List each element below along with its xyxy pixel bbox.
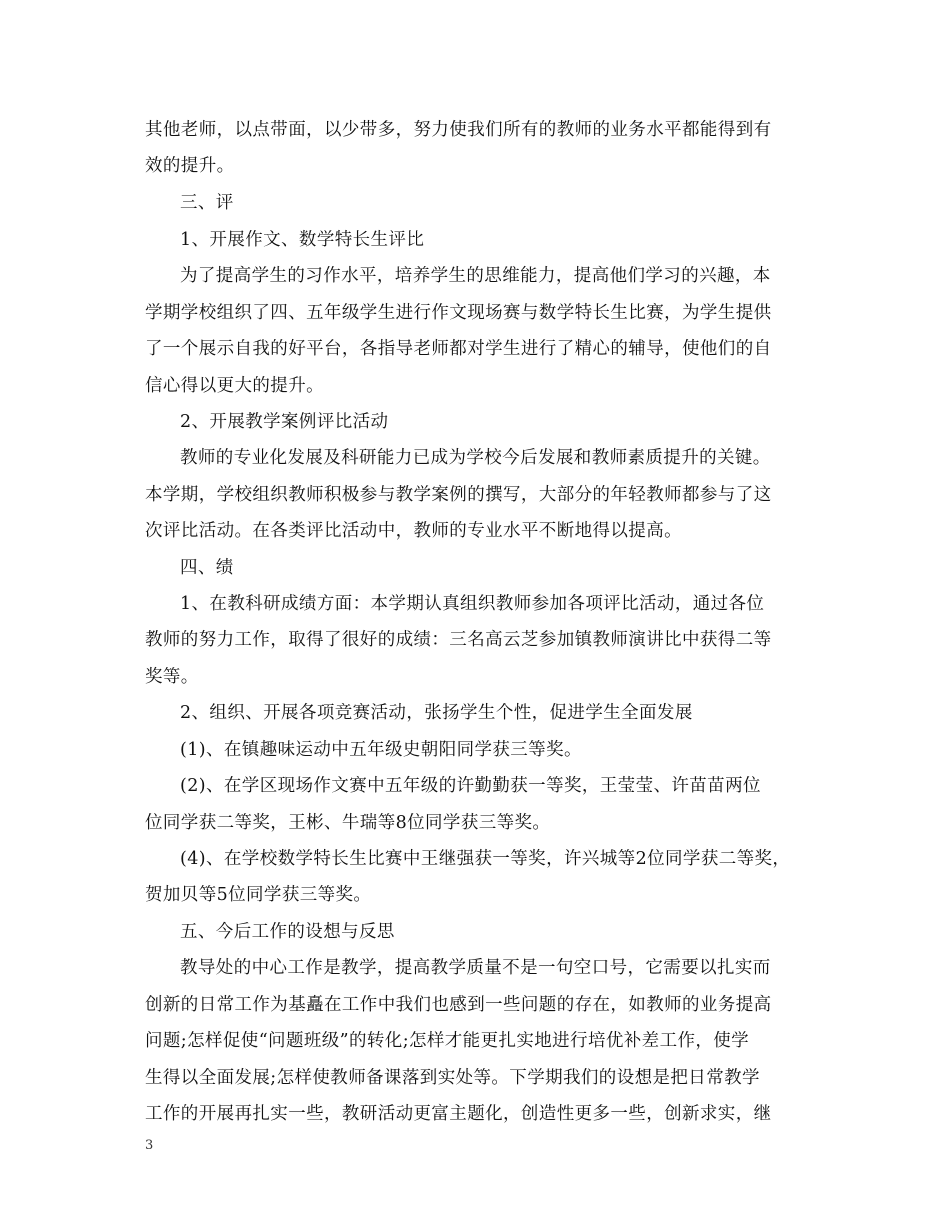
body-text-line: 信心得以更大的提升。: [145, 376, 324, 396]
page-number: 3: [145, 1138, 154, 1153]
subsection-heading: 2、组织、开展各项竞赛活动，张扬学生个性，促进学生全面发展: [180, 703, 693, 723]
body-text-line: 1、在教科研成绩方面：本学期认真组织教师参加各项评比活动，通过各位: [180, 594, 765, 614]
body-text-line: 创新的日常工作为基矗在工作中我们也感到一些问题的存在，如教师的业务提高: [145, 995, 772, 1015]
subsection-heading: 1、开展作文、数学特长生评比: [180, 230, 425, 250]
subsection-heading: 2、开展教学案例评比活动: [180, 412, 389, 432]
body-text-line: 为了提高学生的习作水平，培养学生的思维能力，提高他们学习的兴趣，本: [180, 266, 771, 286]
body-text-line: 了一个展示自我的好平台，各指导老师都对学生进行了精心的辅导，使他们的自: [145, 339, 772, 359]
body-text-line: 奖等。: [145, 667, 199, 687]
body-text-line: 次评比活动。在各类评比活动中，教师的专业水平不断地得以提高。: [145, 521, 682, 541]
body-text-line: 教师的专业化发展及科研能力已成为学校今后发展和教师素质提升的关键。: [180, 448, 771, 468]
list-item: (2)、在学区现场作文赛中五年级的许勤勤获一等奖，王莹莹、许苗苗两位: [180, 776, 761, 796]
section-heading: 四、绩: [180, 558, 234, 578]
body-text-line: 效的提升。: [145, 156, 235, 176]
section-heading: 三、评: [180, 193, 234, 213]
body-text-line: 位同学获二等奖，王彬、牛瑞等8位同学获三等奖。: [145, 813, 551, 833]
section-heading: 五、今后工作的设想与反思: [180, 922, 395, 942]
body-text-line: 其他老师，以点带面，以少带多，努力使我们所有的教师的业务水平都能得到有: [145, 120, 772, 140]
body-text-line: 学期学校组织了四、五年级学生进行作文现场赛与数学特长生比赛，为学生提供: [145, 303, 772, 323]
body-text-line: 问题;怎样促使“问题班级”的转化;怎样才能更扎实地进行培优补差工作，使学: [145, 1031, 750, 1051]
list-item: (1)、在镇趣味运动中五年级史朝阳同学获三等奖。: [180, 740, 582, 760]
body-text-line: 教师的努力工作，取得了很好的成绩：三名高云芝参加镇教师演讲比中获得二等: [145, 630, 772, 650]
body-text-line: 教导处的中心工作是教学，提高教学质量不是一句空口号，它需要以扎实而: [180, 958, 771, 978]
body-text-line: 生得以全面发展;怎样使教师备课落到实处等。下学期我们的设想是把日常教学: [145, 1068, 760, 1088]
list-item: (4)、在学校数学特长生比赛中王继强获一等奖，许兴城等2位同学获二等奖，: [180, 849, 791, 869]
body-text-line: 工作的开展再扎实一些，教研活动更富主题化，创造性更多一些，创新求实，继: [145, 1104, 772, 1124]
body-text-line: 贺加贝等5位同学获三等奖。: [145, 885, 372, 905]
body-text-line: 本学期，学校组织教师积极参与教学案例的撰写，大部分的年轻教师都参与了这: [145, 485, 772, 505]
